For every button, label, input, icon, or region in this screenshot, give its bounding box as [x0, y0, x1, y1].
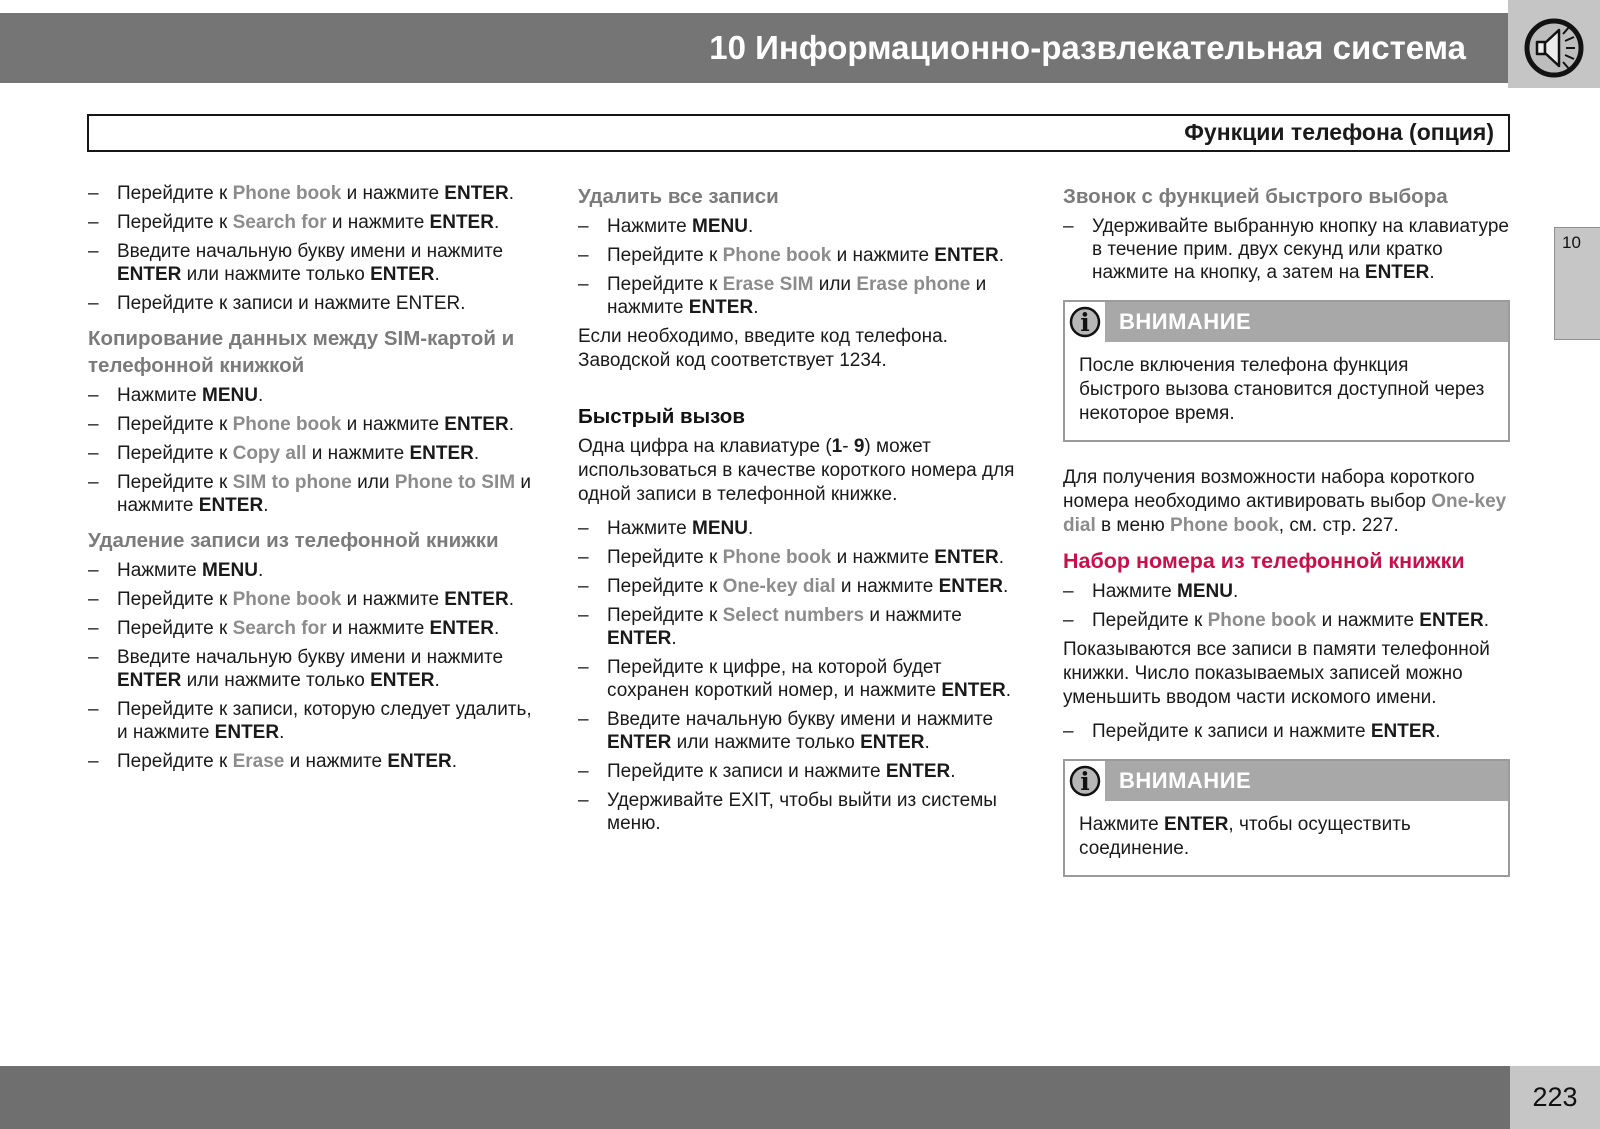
list-item	[88, 211, 536, 234]
list-item-text	[607, 656, 1026, 702]
key-name: ENTER	[607, 732, 672, 753]
key-name: ENTER	[117, 670, 182, 691]
key-name: ENTER	[1364, 262, 1430, 283]
text-run: .	[493, 212, 500, 233]
list-item	[578, 244, 1026, 267]
key-name: MENU	[692, 518, 748, 539]
bullet-dash: –	[578, 245, 589, 266]
list-item-text	[607, 546, 1026, 569]
info-icon	[1065, 302, 1105, 342]
list-item-text	[117, 588, 536, 611]
bullet-dash: –	[88, 589, 99, 610]
text-run: Перейдите к	[117, 751, 233, 772]
text-run: Нажмите	[1079, 814, 1165, 835]
list-item-text	[117, 617, 536, 640]
list-item	[578, 656, 1026, 702]
list-item-text	[607, 575, 1026, 598]
list-item-text	[117, 698, 536, 744]
text-run: Перейдите к	[607, 605, 723, 626]
bullet-dash: –	[578, 709, 589, 730]
text-run: После включения телефона функция быстрого вызова становится доступной через некоторое время.	[1079, 355, 1485, 424]
key-name: ENTER	[370, 670, 435, 691]
text-run: .	[1429, 262, 1435, 283]
text-run: .	[950, 761, 956, 782]
list-item	[88, 292, 536, 315]
section-title: Функции телефона (опция)	[1184, 119, 1494, 145]
text-run: .	[279, 722, 285, 743]
speaker-icon	[1508, 75, 1600, 92]
bullet-dash: –	[578, 576, 589, 597]
key-name: ENTER	[370, 264, 435, 285]
text-run: Введите начальную букву имени и нажмите	[607, 709, 994, 730]
text-run: .	[998, 245, 1004, 266]
list-item	[578, 517, 1026, 540]
key-name: ENTER	[1164, 814, 1229, 835]
text-run: Перейдите к записи, которую следует удалить, и нажмите	[117, 699, 532, 743]
list-item	[88, 413, 536, 436]
text-run: .	[1435, 721, 1441, 742]
text-run: .	[1002, 576, 1009, 597]
text-run: .	[924, 732, 930, 753]
text-run: Показываются все записи в памяти телефонной книжки. Число показываемых записей можно уменьшить вводом части искомого имени.	[1063, 639, 1490, 708]
text-run: и нажмите	[1316, 610, 1420, 631]
text-run: и нажмите	[341, 183, 445, 204]
key-name: ENTER	[429, 618, 494, 639]
text-run: и нажмите	[117, 472, 531, 516]
bullet-dash: –	[88, 183, 99, 204]
list-item-text	[1092, 580, 1510, 603]
key-name: ENTER	[198, 495, 264, 516]
list-item-text	[117, 240, 536, 286]
list-item	[578, 604, 1026, 650]
text-run: Перейдите к	[117, 414, 233, 435]
footer-bar	[0, 1066, 1510, 1129]
text-run: или нажмите только	[671, 732, 861, 753]
list-item-text	[607, 215, 1026, 238]
list-item	[578, 273, 1026, 319]
chapter-icon-panel	[1508, 0, 1600, 88]
text-run: в меню	[1095, 515, 1171, 536]
text-run: Перейдите к	[607, 274, 723, 295]
bullet-dash: –	[578, 761, 589, 782]
text-run: Удерживайте выбранную кнопку на клавиатуре в течение прим. двух секунд или кратко нажмите на кнопку, а затем на	[1092, 216, 1509, 283]
text-column-2	[578, 182, 1026, 841]
list-item-text	[607, 789, 1026, 835]
bullet-dash: –	[578, 657, 589, 678]
key-name: ENTER	[214, 722, 280, 743]
key-name: ENTER	[885, 761, 951, 782]
text-run: .	[747, 216, 754, 237]
list-item	[578, 215, 1026, 238]
key-name: ENTER	[1370, 721, 1436, 742]
text-run: .	[747, 518, 754, 539]
bullet-dash: –	[88, 241, 99, 262]
list-item-text	[117, 559, 536, 582]
text-run: и нажмите	[326, 618, 430, 639]
bullet-dash: –	[578, 605, 589, 626]
bullet-dash: –	[578, 274, 589, 295]
text-column-1	[88, 182, 536, 779]
text-run: или нажмите только	[181, 670, 371, 691]
bullet-dash: –	[578, 216, 589, 237]
section-title-box	[87, 114, 1510, 152]
list-item-text	[117, 413, 536, 436]
bullet-dash: –	[1063, 581, 1074, 602]
paragraph	[1063, 466, 1510, 538]
menu-term: One-key dial	[722, 576, 836, 597]
text-run: .	[1483, 610, 1489, 631]
text-run: .	[671, 628, 677, 649]
section-heading: Звонок с функцией быстрого выбора	[1063, 185, 1448, 208]
attention-box	[1063, 759, 1510, 877]
list-item	[578, 760, 1026, 783]
text-run: Перейдите к	[607, 576, 723, 597]
list-item-text	[607, 604, 1026, 650]
text-run: Перейдите к	[117, 183, 233, 204]
key-name: ENTER	[387, 751, 452, 772]
chapter-title: 10 Информационно-развлекательная система	[709, 29, 1466, 66]
text-run: .	[508, 183, 514, 204]
bullet-dash: –	[88, 472, 99, 493]
text-run: .	[434, 264, 440, 285]
list-item-text	[117, 646, 536, 692]
text-run: .	[998, 547, 1004, 568]
text-run: Нажмите	[117, 385, 203, 406]
text-run: Перейдите к	[117, 472, 233, 493]
list-item	[88, 750, 536, 773]
list-item-text	[117, 211, 536, 234]
text-run: .	[508, 589, 514, 610]
key-name: 9	[853, 436, 865, 457]
text-run: .	[263, 495, 269, 516]
menu-term: Phone book	[232, 589, 342, 610]
menu-term: Phone book	[232, 414, 342, 435]
list-item	[88, 442, 536, 465]
menu-term: Erase phone	[856, 274, 971, 295]
text-run: Нажмите	[1092, 581, 1178, 602]
text-run: .	[508, 414, 514, 435]
section-heading: Набор номера из телефонной книжки	[1063, 549, 1465, 573]
paragraph	[578, 435, 1026, 507]
text-run: Перейдите к	[117, 589, 233, 610]
bullet-dash: –	[88, 293, 99, 314]
list-item	[1063, 215, 1510, 284]
key-name: ENTER	[444, 589, 509, 610]
list-item-text	[607, 244, 1026, 267]
svg-text:i: i	[1080, 767, 1090, 796]
bullet-dash: –	[578, 518, 589, 539]
bullet-dash: –	[88, 443, 99, 464]
list-item	[88, 646, 536, 692]
text-run: .	[257, 560, 264, 581]
list-item	[88, 698, 536, 744]
text-run: Нажмите	[607, 216, 693, 237]
menu-term: Erase SIM	[722, 274, 814, 295]
attention-box-body	[1065, 342, 1508, 440]
text-run: .	[257, 385, 264, 406]
key-name: MENU	[692, 216, 748, 237]
bullet-dash: –	[1063, 610, 1074, 631]
text-run: Для получения возможности набора короткого номера необходимо активировать выбор	[1063, 467, 1475, 512]
text-run: Перейдите к	[1092, 610, 1208, 631]
svg-text:i: i	[1080, 308, 1090, 337]
menu-term: Search for	[232, 618, 327, 639]
attention-box	[1063, 300, 1510, 442]
text-run: и нажмите	[831, 245, 935, 266]
text-run: Перейдите к цифре, на которой будет сохранен короткий номер, и нажмите	[607, 657, 942, 701]
bullet-dash: –	[88, 751, 99, 772]
chapter-header-bar	[0, 13, 1508, 83]
page-number: 223	[1510, 1066, 1600, 1129]
bullet-dash: –	[88, 414, 99, 435]
section-heading: Удаление записи из телефонной книжки	[88, 529, 499, 552]
text-run: Перейдите к записи и нажмите	[1092, 721, 1371, 742]
section-heading: Быстрый вызов	[578, 405, 745, 428]
list-item	[1063, 609, 1510, 632]
paragraph	[1063, 638, 1510, 710]
bullet-dash: –	[88, 618, 99, 639]
text-run: Перейдите к	[117, 618, 233, 639]
list-item-text	[117, 750, 536, 773]
bullet-dash: –	[88, 647, 99, 668]
chapter-side-tab: 10	[1554, 227, 1600, 340]
text-run: .	[493, 618, 500, 639]
text-run: Нажмите	[117, 560, 203, 581]
menu-term: Erase	[232, 751, 285, 772]
attention-box-header	[1065, 302, 1508, 342]
text-run: .	[753, 297, 759, 318]
key-name: ENTER	[1419, 610, 1484, 631]
text-run: .	[1232, 581, 1239, 602]
attention-box-header	[1065, 761, 1508, 801]
key-name: 1	[831, 436, 843, 457]
list-item-text	[607, 760, 1026, 783]
bullet-dash: –	[1063, 216, 1074, 237]
text-run: и нажмите	[341, 589, 445, 610]
attention-box-body	[1065, 801, 1508, 875]
key-name: ENTER	[941, 680, 1006, 701]
menu-term: One-key dial	[1063, 491, 1507, 536]
attention-box-title: ВНИМАНИЕ	[1119, 768, 1252, 793]
list-item-text	[117, 292, 536, 315]
list-item-text	[117, 471, 536, 517]
menu-term: Copy all	[232, 443, 307, 464]
text-run: Перейдите к	[607, 245, 723, 266]
text-run: Перейдите к	[117, 212, 233, 233]
menu-term: Phone book	[722, 547, 832, 568]
bullet-dash: –	[88, 385, 99, 406]
text-run: , см. стр. 227.	[1278, 515, 1399, 536]
key-name: MENU	[1177, 581, 1233, 602]
section-heading: Удалить все записи	[578, 185, 779, 208]
list-item	[578, 789, 1026, 835]
list-item	[88, 384, 536, 407]
key-name: ENTER	[444, 414, 509, 435]
list-item	[88, 182, 536, 205]
text-run: или	[351, 472, 395, 493]
text-run: Перейдите к записи и нажмите ENTER.	[117, 293, 466, 314]
text-run: Перейдите к	[607, 547, 723, 568]
text-run: и нажмите	[831, 547, 935, 568]
list-item	[88, 240, 536, 286]
bullet-dash: –	[88, 212, 99, 233]
key-name: ENTER	[607, 628, 672, 649]
key-name: ENTER	[938, 576, 1003, 597]
key-name: MENU	[202, 385, 258, 406]
text-run: Если необходимо, введите код телефона. Заводской код соответствует 1234.	[578, 326, 948, 371]
text-run: .	[434, 670, 440, 691]
bullet-dash: –	[88, 560, 99, 581]
menu-term: Phone to SIM	[394, 472, 516, 493]
list-item	[578, 708, 1026, 754]
list-item	[88, 471, 536, 517]
key-name: ENTER	[688, 297, 754, 318]
text-column-3	[1063, 182, 1510, 901]
text-run: и нажмите	[341, 414, 445, 435]
list-item	[578, 575, 1026, 598]
paragraph	[578, 325, 1026, 373]
list-item-text	[607, 273, 1026, 319]
text-run: Нажмите	[607, 518, 693, 539]
text-run: и нажмите	[326, 212, 430, 233]
list-item-text	[117, 442, 536, 465]
text-run: Введите начальную букву имени и нажмите	[117, 241, 504, 262]
list-item	[1063, 720, 1510, 743]
text-run: Одна цифра на клавиатуре (	[578, 436, 832, 457]
list-item-text	[1092, 609, 1510, 632]
key-name: ENTER	[409, 443, 474, 464]
bullet-dash: –	[578, 790, 589, 811]
key-name: ENTER	[429, 212, 494, 233]
bullet-dash: –	[1063, 721, 1074, 742]
text-run: .	[451, 751, 458, 772]
list-item	[88, 588, 536, 611]
text-run: и нажмите	[607, 274, 987, 318]
text-run: , чтобы осуществить соединение.	[1079, 814, 1411, 859]
text-run: Удерживайте EXIT, чтобы выйти из системы меню.	[607, 790, 997, 834]
menu-term: Phone book	[722, 245, 832, 266]
key-name: ENTER	[860, 732, 925, 753]
menu-term: Search for	[232, 212, 327, 233]
list-item	[88, 617, 536, 640]
text-run: или нажмите только	[181, 264, 371, 285]
key-name: ENTER	[444, 183, 509, 204]
list-item	[1063, 580, 1510, 603]
text-run: Введите начальную букву имени и нажмите	[117, 647, 504, 668]
text-run: .	[1005, 680, 1012, 701]
section-heading: Копирование данных между SIM-картой и телефонной книжкой	[88, 327, 515, 377]
key-name: MENU	[202, 560, 258, 581]
info-icon	[1065, 761, 1105, 801]
attention-box-title: ВНИМАНИЕ	[1119, 309, 1252, 334]
text-run: Перейдите к записи и нажмите	[607, 761, 886, 782]
text-run: и нажмите	[306, 443, 410, 464]
text-run: и нажмите	[864, 605, 962, 626]
text-run: ) может использоваться в качестве короткого номера для одной записи в телефонной книжке.	[578, 436, 1015, 505]
text-run: и нажмите	[284, 751, 388, 772]
text-run: .	[473, 443, 480, 464]
text-run: -	[842, 436, 854, 457]
list-item-text	[1092, 720, 1510, 743]
text-run: Перейдите к	[117, 443, 233, 464]
list-item	[578, 546, 1026, 569]
list-item	[88, 559, 536, 582]
key-name: ENTER	[934, 547, 999, 568]
key-name: ENTER	[934, 245, 999, 266]
menu-term: Phone book	[232, 183, 342, 204]
key-name: ENTER	[117, 264, 182, 285]
list-item-text	[117, 384, 536, 407]
list-item-text	[607, 708, 1026, 754]
text-run: и нажмите	[835, 576, 939, 597]
menu-term: Select numbers	[722, 605, 865, 626]
text-run: или	[813, 274, 857, 295]
list-item-text	[117, 182, 536, 205]
bullet-dash: –	[88, 699, 99, 720]
list-item-text	[607, 517, 1026, 540]
list-item-text	[1092, 215, 1510, 284]
menu-term: Phone book	[1170, 515, 1279, 536]
bullet-dash: –	[578, 547, 589, 568]
menu-term: Phone book	[1207, 610, 1317, 631]
menu-term: SIM to phone	[232, 472, 352, 493]
